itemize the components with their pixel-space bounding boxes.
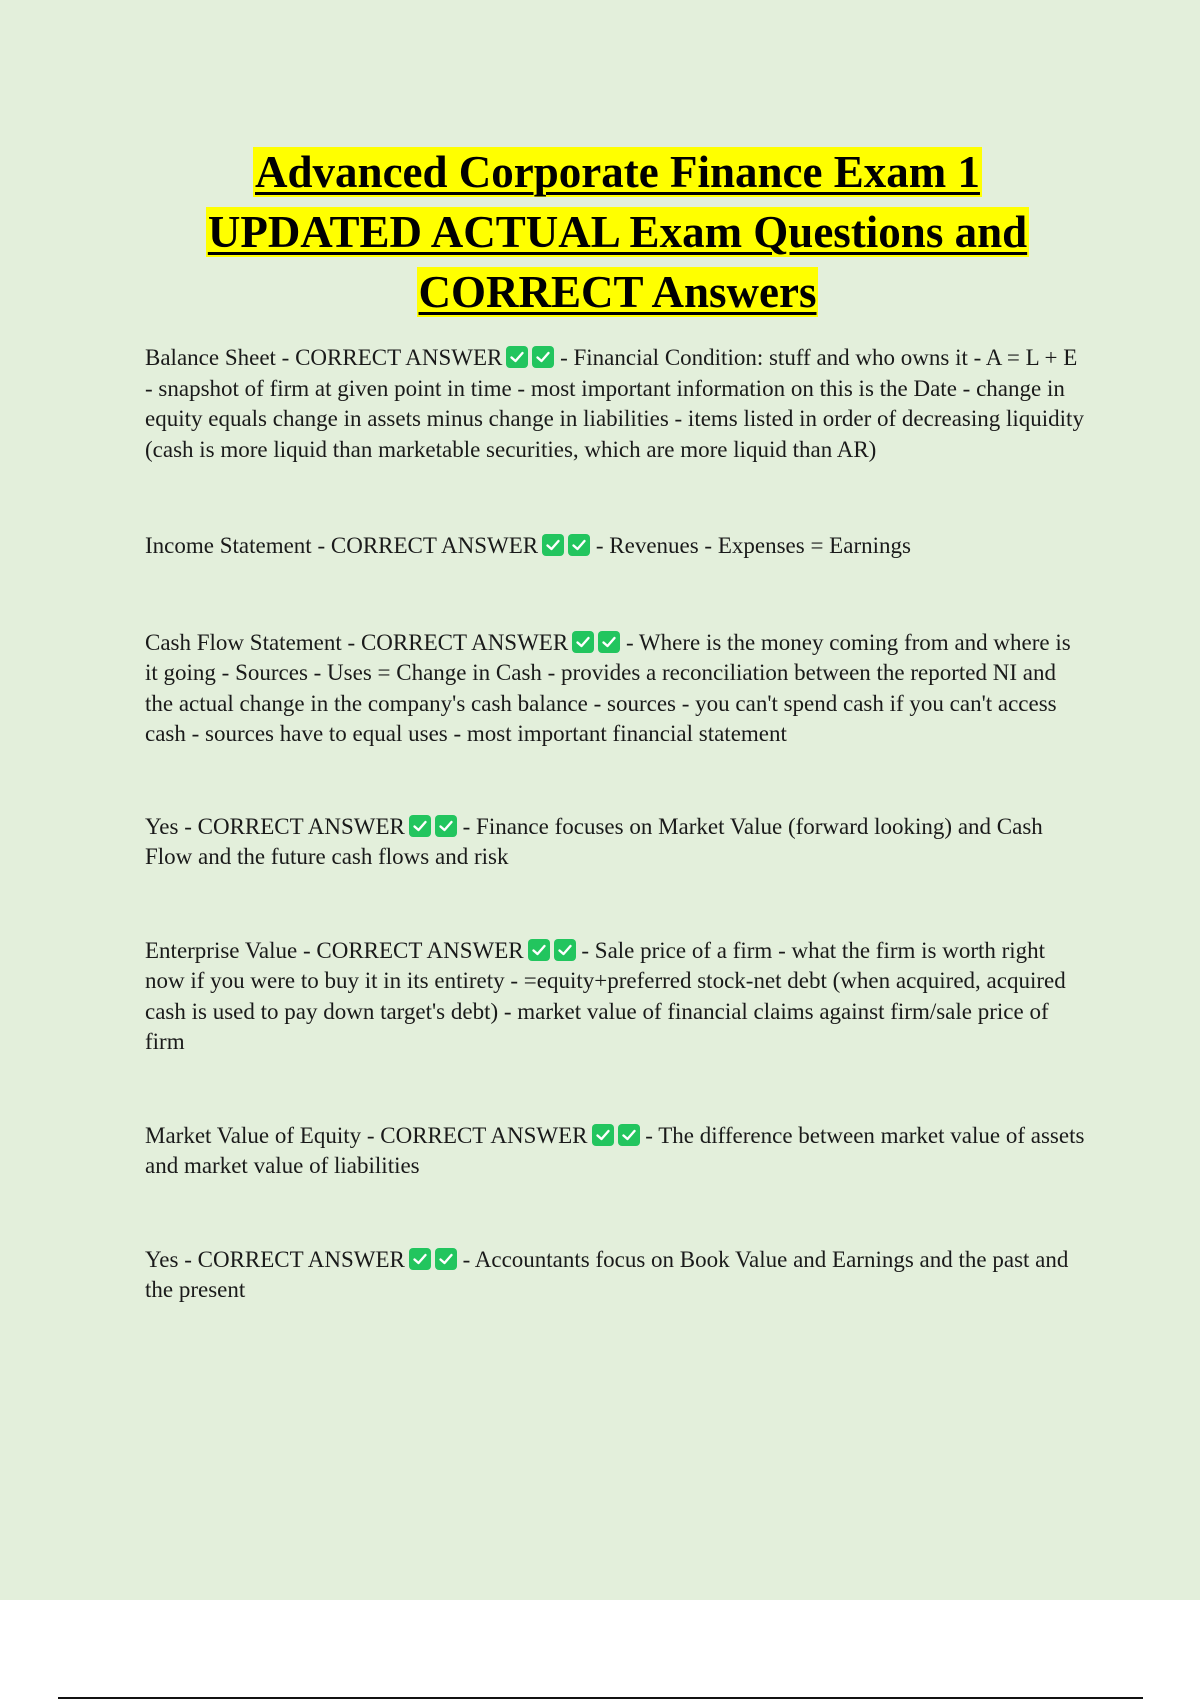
check-box-icon: [435, 815, 457, 837]
qa-answer: - Sale price of a firm - what the firm is worth right now if you were to buy it in its entirety - =equity+preferred stock-net debt (when acquired, acquired cash is used to pay down target's debt) - market value of financial claims against firm/sale price of firm: [145, 937, 1066, 1054]
qa-marker: - CORRECT ANSWER: [184, 1246, 405, 1272]
qa-term: Income Statement: [145, 533, 312, 558]
qa-item-balance-sheet: [145, 343, 1085, 465]
document-title: [60, 142, 1175, 322]
check-box-icon: [542, 534, 564, 556]
qa-answer: - Revenues - Expenses = Earnings: [595, 533, 911, 558]
check-box-icon: [618, 1124, 640, 1146]
check-box-icon: [598, 631, 620, 653]
qa-marker: - CORRECT ANSWER: [184, 813, 405, 839]
qa-item-cash-flow-statement: [145, 628, 1085, 750]
check-box-icon: [532, 346, 554, 368]
check-box-icon: [506, 346, 528, 368]
qa-term: Cash Flow Statement: [145, 629, 342, 655]
qa-marker: - CORRECT ANSWER: [317, 533, 539, 558]
check-box-icon: [572, 631, 594, 653]
check-box-icon: [409, 815, 431, 837]
title-line-1: Advanced Corporate Finance Exam 1: [255, 147, 980, 197]
qa-answer: - Accountants focus on Book Value and Earnings and the past and the present: [145, 1246, 1069, 1302]
qa-term: Balance Sheet: [145, 345, 276, 370]
qa-term: Yes: [145, 1246, 179, 1272]
qa-term: Enterprise Value: [145, 937, 298, 963]
qa-item-enterprise-value: [145, 936, 1085, 1058]
qa-term: Market Value of Equity: [145, 1122, 362, 1148]
qa-marker: - CORRECT ANSWER: [281, 345, 503, 370]
title-line-2: UPDATED ACTUAL Exam Questions and: [207, 207, 1028, 257]
qa-item-yes-accountants: [145, 1245, 1085, 1306]
qa-answer: - Financial Condition: stuff and who owns it - A = L + E - snapshot of firm at given point in time - most important information on this is the Date - change in equity equals change in assets minus change in liabilities - items listed in order of decreasing liquidity (cash is more liquid than marketable securities, which are more liquid than AR): [145, 345, 1084, 462]
qa-list: [145, 343, 1085, 1306]
qa-answer: - The difference between market value of assets and market value of liabilities: [145, 1122, 1085, 1178]
qa-item-yes-finance: [145, 812, 1085, 873]
check-box-icon: [554, 939, 576, 961]
footer-divider: [58, 1697, 1143, 1699]
check-box-icon: [435, 1248, 457, 1270]
qa-marker: - CORRECT ANSWER: [347, 629, 569, 655]
qa-marker: - CORRECT ANSWER: [302, 937, 524, 963]
check-box-icon: [592, 1124, 614, 1146]
qa-term: Yes: [145, 813, 179, 839]
check-box-icon: [528, 939, 550, 961]
qa-item-income-statement: [145, 531, 1085, 562]
qa-answer: - Finance focuses on Market Value (forward looking) and Cash Flow and the future cash flows and risk: [145, 813, 1043, 869]
qa-item-market-value-equity: [145, 1121, 1085, 1182]
check-box-icon: [409, 1248, 431, 1270]
title-line-3: CORRECT Answers: [418, 267, 817, 317]
check-box-icon: [568, 534, 590, 556]
qa-answer: - Where is the money coming from and where is it going - Sources - Uses = Change in Cash - provides a reconciliation between the reported NI and the actual change in the company's cash balance - sources - you can't spend cash if you can't access cash - sources have to equal uses - most important financial statement: [145, 629, 1071, 746]
qa-marker: - CORRECT ANSWER: [366, 1122, 588, 1148]
